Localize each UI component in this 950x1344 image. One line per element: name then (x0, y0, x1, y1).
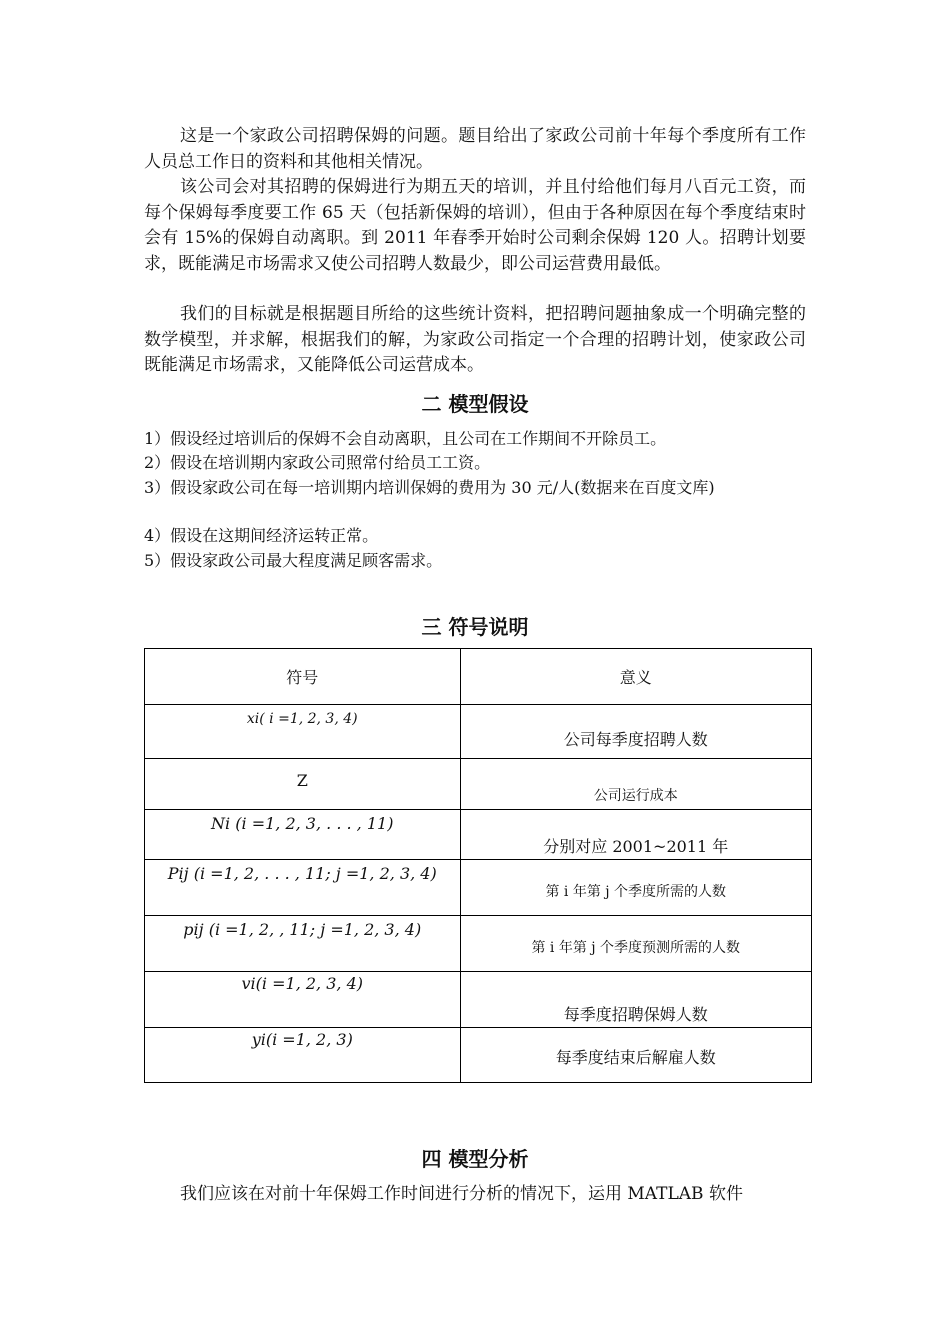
intro-paragraph-2: 该公司会对其招聘的保姆进行为期五天的培训，并且付给他们每月八百元工资，而每个保姆每季度要工作 65 天（包括新保姆的培训），但由于各种原因在每个季度结束时会有 15%的保姆自动离职。到 2011 年春季开始时公司剩余保姆 120 人。招聘计划要求，既能满足市场需求又使公司招聘人数最少，即公司运营费用最低。 (144, 177, 806, 274)
table-row (145, 860, 812, 916)
symbol-cell: Z (296, 771, 308, 790)
symbol-cell: Pij (i =1, 2, . . . , 11; j =1, 2, 3, 4) (167, 864, 437, 883)
symbol-cell: vi(i =1, 2, 3, 4) (241, 974, 363, 993)
assumption-4: 4）假设在这期间经济运转正常。 (144, 526, 379, 545)
table-row (145, 705, 812, 759)
table-row (145, 916, 812, 972)
table-row (145, 810, 812, 860)
intro-paragraph-3: 我们的目标就是根据题目所给的这些统计资料，把招聘问题抽象成一个明确完整的数学模型，并求解，根据我们的解，为家政公司指定一个合理的招聘计划，使家政公司既能满足市场需求，又能降低公司运营成本。 (144, 304, 806, 375)
symbol-cell: Ni (i =1, 2, 3, . . . , 11) (211, 814, 394, 833)
table-header-row (145, 649, 812, 705)
meaning-cell: 分别对应 2001~2011 年 (543, 837, 729, 856)
symbol-cell: pij (i =1, 2, , 11; j =1, 2, 3, 4) (183, 920, 422, 939)
symbol-cell: xi( i =1, 2, 3, 4) (246, 711, 358, 727)
assumption-1: 1）假设经过培训后的保姆不会自动离职，且公司在工作期间不开除员工。 (144, 429, 667, 448)
meaning-cell: 第 i 年第 j 个季度所需的人数 (545, 884, 727, 900)
table-row (145, 759, 812, 810)
meaning-cell: 每季度结束后解雇人数 (555, 1048, 716, 1067)
section-2-title: 二 模型假设 (421, 392, 529, 416)
header-symbol: 符号 (145, 649, 461, 705)
symbol-table (144, 648, 812, 1083)
table-row (145, 972, 812, 1028)
intro-paragraph-1: 这是一个家政公司招聘保姆的问题。题目给出了家政公司前十年每个季度所有工作人员总工作日的资料和其他相关情况。 (144, 126, 806, 172)
analysis-paragraph-1: 我们应该在对前十年保姆工作时间进行分析的情况下，运用 MATLAB 软件 (180, 1184, 743, 1204)
section-4-title: 四 模型分析 (421, 1147, 529, 1171)
assumption-2: 2）假设在培训期内家政公司照常付给员工工资。 (144, 453, 491, 472)
meaning-cell: 公司运行成本 (593, 788, 678, 804)
meaning-cell: 第 i 年第 j 个季度预测所需的人数 (531, 940, 741, 956)
assumption-5: 5）假设家政公司最大程度满足顾客需求。 (144, 551, 443, 570)
meaning-cell: 每季度招聘保姆人数 (563, 1005, 708, 1024)
table-row (145, 1028, 812, 1083)
symbol-cell: yi(i =1, 2, 3) (251, 1030, 353, 1049)
assumption-3: 3）假设家政公司在每一培训期内培训保姆的费用为 30 元/人(数据来在百度文库) (144, 478, 715, 497)
meaning-cell: 公司每季度招聘人数 (563, 730, 708, 749)
header-meaning: 意义 (460, 649, 811, 705)
section-3-title: 三 符号说明 (421, 615, 529, 639)
